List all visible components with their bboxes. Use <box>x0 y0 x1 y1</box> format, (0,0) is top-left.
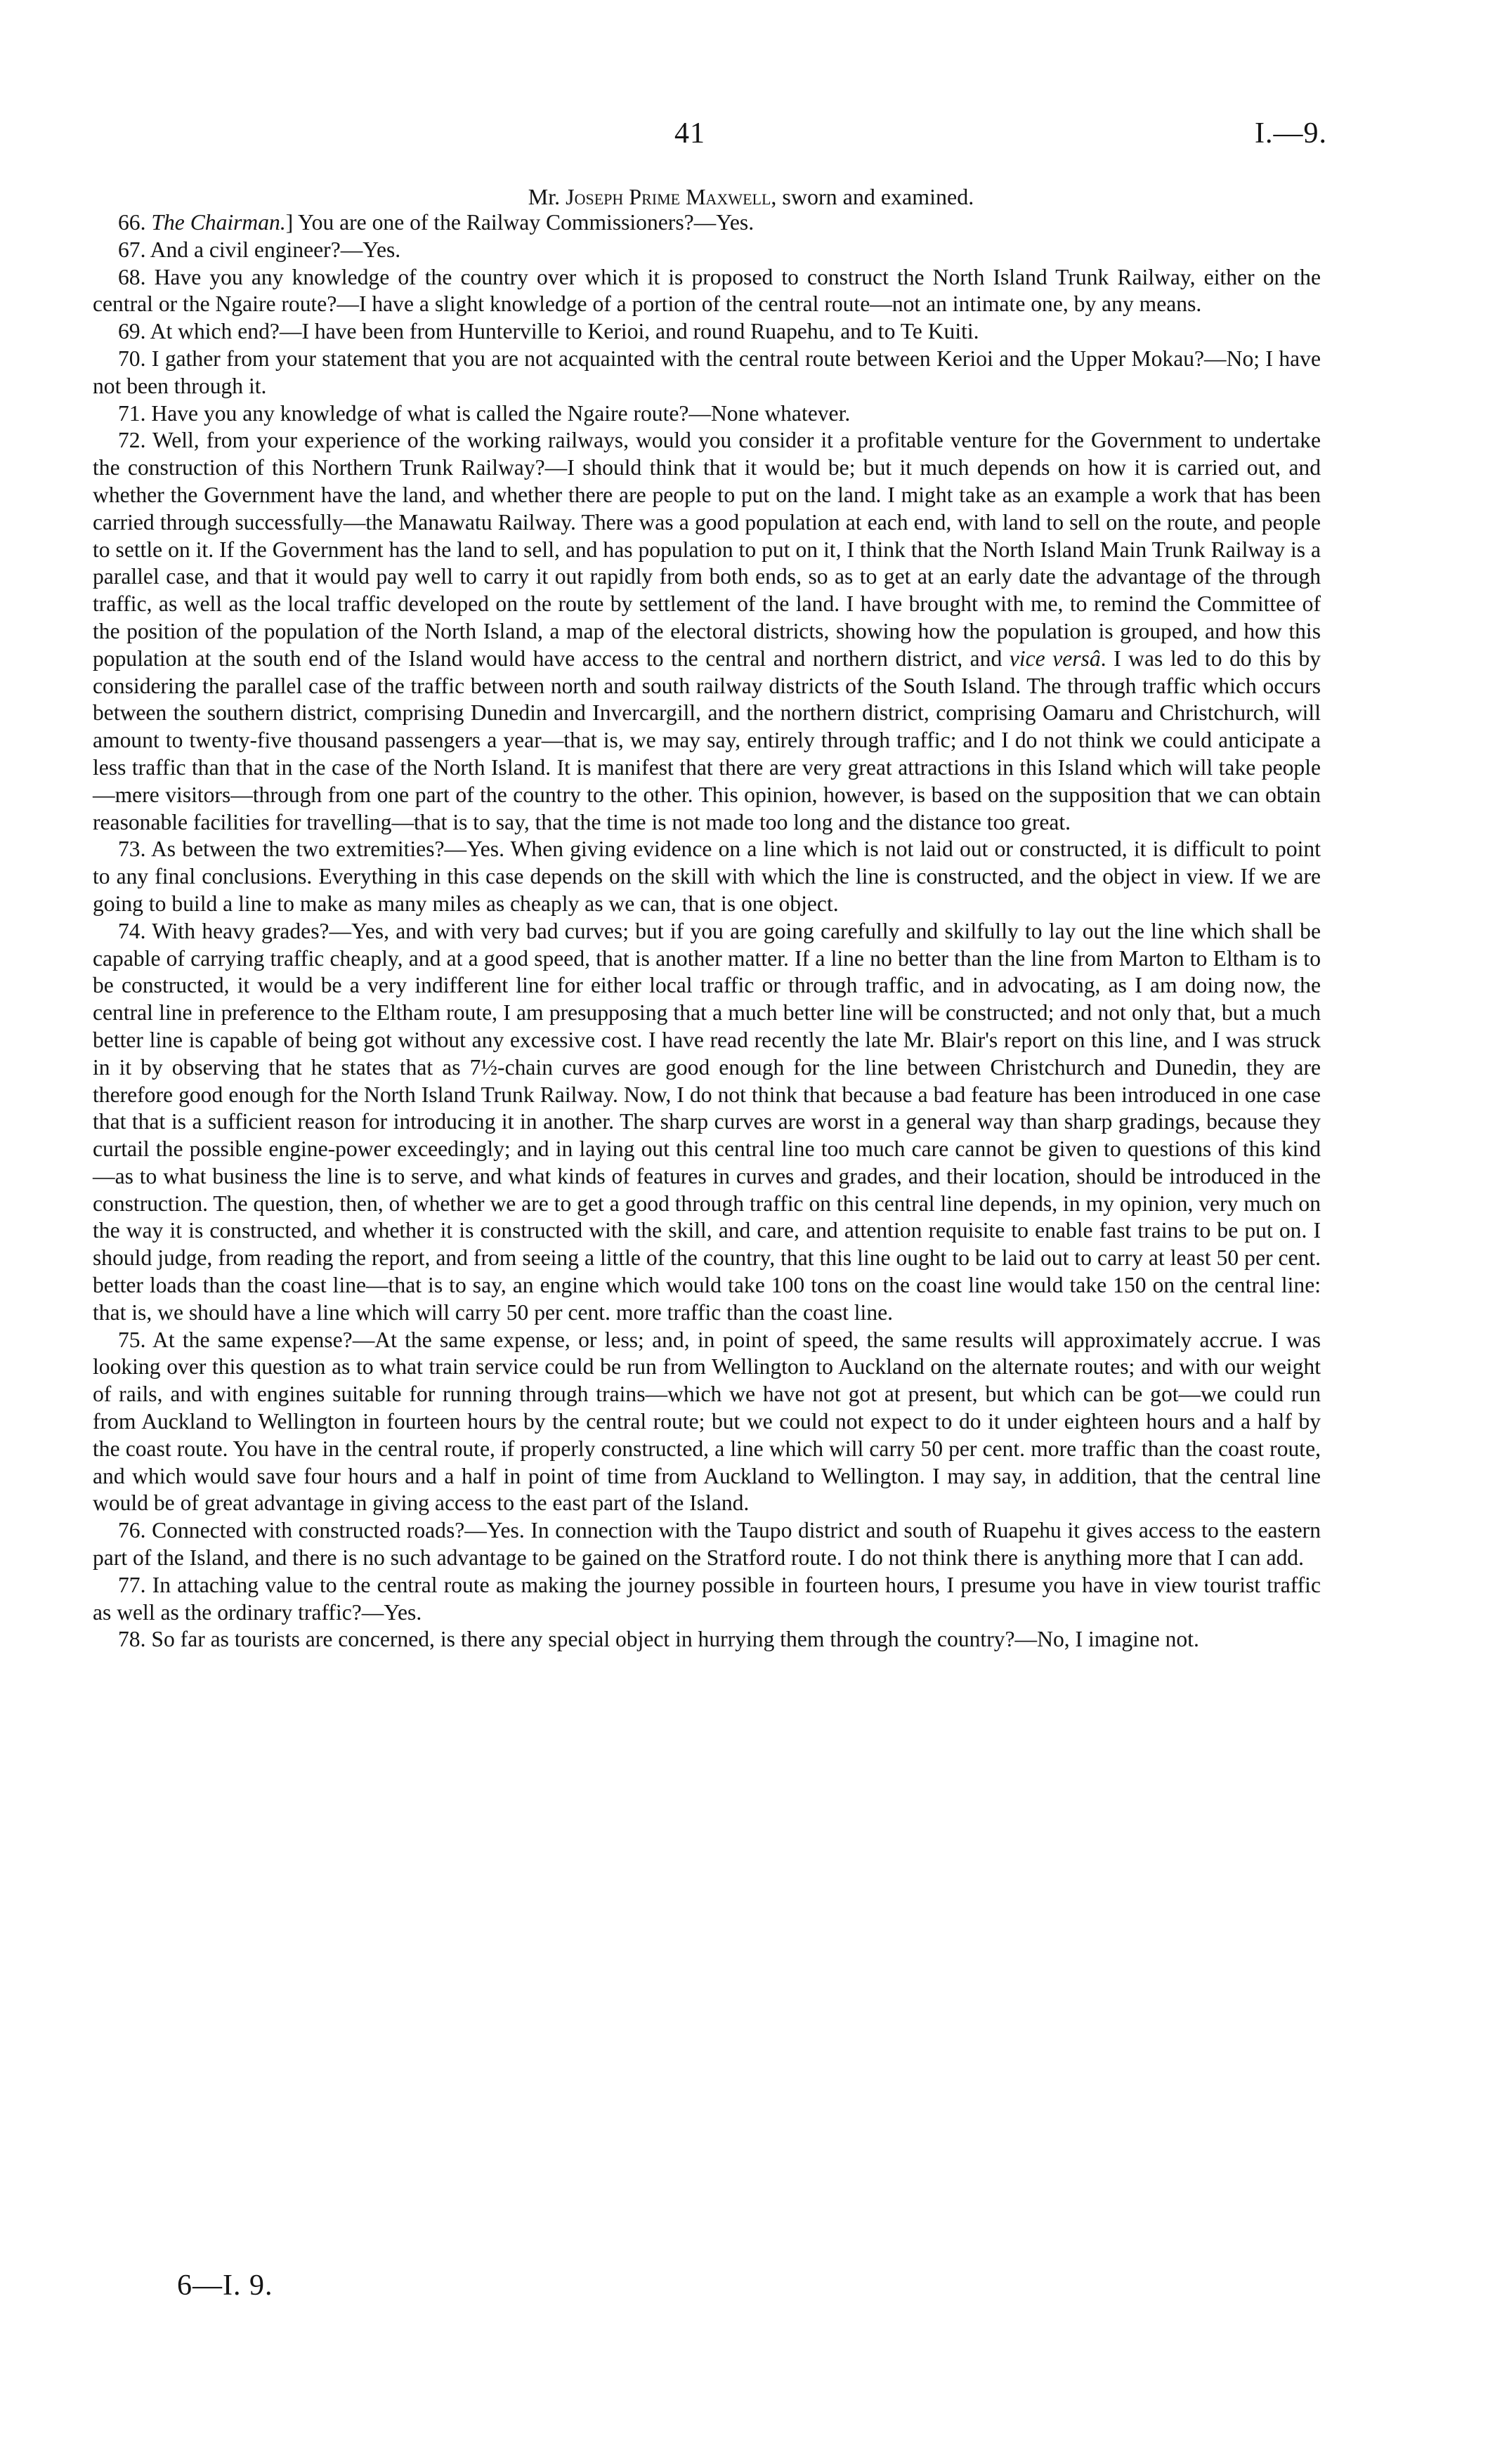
sheet-signature: 6—I. 9. <box>177 2269 273 2302</box>
latin-phrase: vice versâ <box>1009 646 1101 671</box>
paragraph-71 <box>93 400 1321 428</box>
paragraph-text: As between the two extremities?—Yes. When giving evidence on a line which is not laid out or constructed, it is difficult to point to any final conclusions. Everything in this case depends on the skill with which the line is constructed, and the object in view. If we are going to build a line to make as many miles as cheaply as we can, that is one object. <box>93 837 1321 916</box>
paragraph-text-continued: . I was led to do this by considering the parallel case of the traffic between north and south railway districts of the South Island. The through traffic which occurs between the southern district, comprising Dunedin and Invercargill, and the northern district, comprising Oamaru and Christchurch, will amount to twenty-five thousand passengers a year—that is, we may say, entirely through traffic; and I do not think we could anticipate a less traffic than that in the case of the North Island. It is manifest that there are very great attractions in this Island which will take people—mere visitors—through from one part of the country to the other. This opinion, however, is based on the supposition that we can obtain reasonable facilities for travelling—that is to say, that the time is not made too long and the distance too great. <box>93 646 1321 834</box>
paragraph-number: 71. <box>118 400 146 426</box>
witness-name: Joseph Prime Maxwell <box>566 184 771 209</box>
paragraph-74 <box>93 918 1321 1327</box>
witness-prefix: Mr. <box>528 184 566 209</box>
paragraph-text: At which end?—I have been from Hunterville to Kerioi, and round Ruapehu, and to Te Kuiti. <box>150 319 979 344</box>
paragraph-text: At the same expense?—At the same expense, or less; and, in point of speed, the same results will approximately accrue. I was looking over this question as to what train service could be run from Wellington to Auckland on the alternate routes; and with our weight of rails, and with engines suitable for running through trains—which we have not got at present, but which can be got—we could run from Auckland to Wellington in fourteen hours by the central route; but we could not expect to do it under eighteen hours and a half by the coast route. You have in the central route, if properly constructed, a line which will carry 50 per cent. more traffic than the coast route, and which would save four hours and a half in point of time from Auckland to Wellington. I may say, in addition, that the central line would be of great advantage in giving access to the east part of the Island. <box>93 1327 1321 1516</box>
paragraph-66 <box>93 209 1321 237</box>
paragraph-text: In attaching value to the central route as making the journey possible in fourteen hours, I presume you have in view tourist traffic as well as the ordinary traffic?—Yes. <box>93 1572 1321 1625</box>
paragraph-number: 66. <box>118 210 146 235</box>
paragraph-70 <box>93 346 1321 400</box>
page-number: 41 <box>674 117 705 150</box>
paragraph-number: 78. <box>118 1627 146 1652</box>
speaker-label: The Chairman. <box>151 210 286 235</box>
paragraph-77 <box>93 1572 1321 1627</box>
paragraph-number: 75. <box>118 1327 146 1352</box>
paragraph-number: 67. <box>118 237 146 262</box>
paragraph-number: 73. <box>118 837 146 862</box>
paragraph-text: Well, from your experience of the working railways, would you consider it a profitable venture for the Government to undertake the construction of this Northern Trunk Railway?—I should think that it would be; but it much depends on how it is carried out, and whether the Government have the land, and whether there are people to put on the land. I might take as an example a work that has been carried through successfully—the Manawatu Railway. There was a good population at each end, with land to sell on the route, and people to settle on it. If the Government has the land to sell, and has population to put on it, I think that the North Island Main Trunk Railway is a parallel case, and that it would pay well to carry it out rapidly from both ends, so as to get at an early date the advantage of the through traffic, as well as the local traffic developed on the route by settlement of the land. I have brought with me, to remind the Committee of the position of the population of the North Island, a map of the electoral districts, showing how the population is grouped, and how this population at the south end of the Island would have access to the central and northern district, and <box>93 428 1321 671</box>
document-reference: I.—9. <box>1255 117 1327 150</box>
paragraph-text: So far as tourists are concerned, is there any special object in hurrying them through the country?—No, I imagine not. <box>151 1627 1199 1652</box>
paragraph-number: 69. <box>118 319 146 344</box>
paragraph-73 <box>93 836 1321 917</box>
paragraph-text: With heavy grades?—Yes, and with very bad curves; but if you are going carefully and skilfully to lay out the line which shall be capable of carrying traffic cheaply, and at a good speed, that is another matter. If a line no better than the line from Marton to Eltham is to be constructed, it would be a very indifferent line for either local traffic or through traffic, and in advocating, as I am doing now, the central line in preference to the Eltham route, I am presupposing that a much better line will be constructed; and not only that, but a much better line is capable of being got without any excessive cost. I have read recently the late Mr. Blair's report on this line, and I was struck in it by observing that he states that as 7½-chain curves are good enough for the line between Christchurch and Dunedin, they are therefore good enough for the North Island Trunk Railway. Now, I do not think that because a bad feature has been introduced in one case that that is a sufficient reason for introducing it in another. The sharp curves are worst in a general way than sharp gradings, because they curtail the possible engine-power exceedingly; and in laying out this central line too much care cannot be given to questions of this kind—as to what business the line is to serve, and what kinds of features in curves and grades, and their location, should be introduced in the construction. The question, then, of whether we are to get a good through traffic on this central line depends, in my opinion, very much on the way it is constructed, and whether it is constructed with the skill, and care, and attention requisite to enable fast trains to be put on. I should judge, from reading the report, and from seeing a little of the country, that this line ought to be laid out to carry at least 50 per cent. better loads than the coast line—that is to say, an engine which would take 100 tons on the coast line would take 150 on the central line: that is, we should have a line which will carry 50 per cent. more traffic than the coast line. <box>93 918 1321 1325</box>
paragraph-67 <box>93 237 1321 264</box>
paragraph-number: 68. <box>118 264 146 289</box>
paragraph-text: Have you any knowledge of what is called the Ngaire route?—None whatever. <box>151 400 851 426</box>
paragraph-76 <box>93 1517 1321 1572</box>
paragraph-78 <box>93 1626 1321 1653</box>
paragraph-68 <box>93 264 1321 319</box>
paragraph-number: 74. <box>118 918 146 943</box>
witness-suffix: , sworn and examined. <box>771 184 974 209</box>
paragraph-number: 76. <box>118 1518 146 1543</box>
paragraph-number: 72. <box>118 428 146 453</box>
witness-heading <box>0 184 1502 210</box>
paragraph-69 <box>93 318 1321 346</box>
paragraph-number: 77. <box>118 1572 146 1597</box>
paragraph-text: Connected with constructed roads?—Yes. In connection with the Taupo district and south of Ruapehu it gives access to the eastern part of the Island, and there is no such advantage to be gained on the Stratford route. I do not think there is anything more that I can add. <box>93 1518 1321 1571</box>
paragraph-75 <box>93 1327 1321 1518</box>
paragraph-text: And a civil engineer?—Yes. <box>150 237 401 262</box>
paragraph-text: ] You are one of the Railway Commissioners?—Yes. <box>285 210 755 235</box>
paragraph-72 <box>93 427 1321 836</box>
testimony-body <box>93 209 1321 1653</box>
paragraph-text: Have you any knowledge of the country over which it is proposed to construct the North Island Trunk Railway, either on the central or the Ngaire route?—I have a slight knowledge of a portion of the central route—not an intimate one, by any means. <box>93 264 1321 317</box>
paragraph-number: 70. <box>118 346 146 371</box>
paragraph-text: I gather from your statement that you are not acquainted with the central route between Kerioi and the Upper Mokau?—No; I have not been through it. <box>93 346 1321 398</box>
